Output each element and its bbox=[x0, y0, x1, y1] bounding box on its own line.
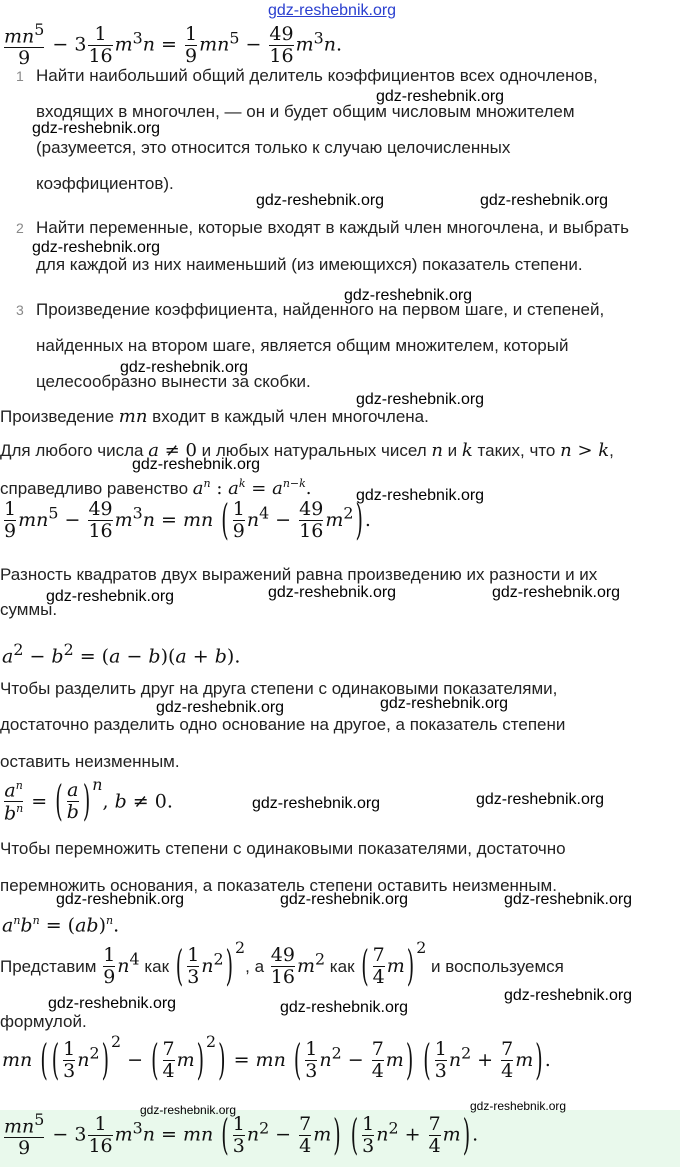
watermark: gdz-reshebnik.org bbox=[252, 795, 381, 812]
paragraph-divide: Чтобы разделить друг на друга степени с одинаковыми показателями, bbox=[0, 679, 558, 698]
step-text: (разумеется, это относится только к случаю целочисленных bbox=[36, 138, 511, 157]
paragraph-represent-2: формулой. bbox=[0, 1012, 87, 1031]
paragraph-multiply-2: перемножить основания, а показатель степени оставить неизменным. bbox=[0, 876, 557, 895]
watermark: gdz-reshebnik.org bbox=[140, 1103, 237, 1117]
paragraph-diff-squares: Разность квадратов двух выражений равна произведению их разности и их bbox=[0, 565, 598, 584]
formula-multiply: $a^nb^n = (ab)^n$. bbox=[2, 914, 120, 937]
step-text: найденных на втором шаге, является общим множителем, который bbox=[36, 336, 569, 355]
watermark: gdz-reshebnik.org bbox=[504, 987, 633, 1004]
formula-factor-mn: $\frac{1}{9}$ $mn^5$ − $\frac{49}{16}$ $m^3n$ = mn ( $\frac{1}{9}$ $n^4$ − $\frac{49}{16}$ $m^2$ ) . bbox=[4, 496, 371, 546]
watermark: gdz-reshebnik.org bbox=[376, 88, 505, 105]
watermark: gdz-reshebnik.org bbox=[268, 584, 397, 601]
watermark: gdz-reshebnik.org bbox=[470, 1099, 567, 1113]
paragraph-diff-squares-2: суммы. bbox=[0, 600, 58, 619]
watermark: gdz-reshebnik.org bbox=[380, 695, 509, 712]
paragraph-multiply: Чтобы перемножить степени с одинаковыми показателями, достаточно bbox=[0, 839, 566, 858]
watermark: gdz-reshebnik.org bbox=[256, 192, 385, 209]
step-number: 1 bbox=[16, 68, 24, 84]
watermark: gdz-reshebnik.org bbox=[132, 456, 261, 473]
watermark: gdz-reshebnik.org bbox=[356, 391, 485, 408]
watermark: gdz-reshebnik.org bbox=[280, 999, 409, 1016]
watermark: gdz-reshebnik.org bbox=[32, 120, 161, 137]
watermark: gdz-reshebnik.org bbox=[280, 891, 409, 908]
paragraph-divide-2: достаточно разделить одно основание на другое, а показатель степени bbox=[0, 715, 566, 734]
step-text: Найти наибольший общий делитель коэффициентов всех одночленов, bbox=[36, 66, 598, 85]
watermark: gdz-reshebnik.org bbox=[156, 699, 285, 716]
paragraph-represent: Представим $\frac{1}{9}$ $n^4$ как ( $\frac{1}{3}$ $n^2$ ) $^2$, а $\frac{49}{16}$ $m^2$ как ( $\frac{7}{4}$ m ) $^2$ и воспользуемся bbox=[0, 937, 564, 992]
step-number: 2 bbox=[16, 220, 24, 236]
watermark: gdz-reshebnik.org bbox=[492, 584, 621, 601]
formula-answer: $\frac{mn^5}{9}$ − 3 $\frac{1}{16}$ $m^3n$ = mn ( $\frac{1}{3}$ $n^2$ − $\frac{7}{4}$ m ) ( $\frac{1}{3}$ $n^2$ + $\frac{7}{4}$ m ) . bbox=[4, 1110, 479, 1160]
step-text: целесообразно вынести за скобки. bbox=[36, 372, 311, 391]
paragraph-divide-3: оставить неизменным. bbox=[0, 752, 180, 771]
watermark: gdz-reshebnik.org bbox=[356, 487, 485, 504]
top-formula: $\frac{mn^5}{9}$ − 3 $\frac{1}{16}$ $m^3n$ = $\frac{1}{9}$ $mn^5$ − $\frac{49}{16}$ $m^3n$. bbox=[4, 20, 343, 70]
paragraph-mn: Произведение mn входит в каждый член многочлена. bbox=[0, 406, 429, 427]
paragraph-equality: справедливо равенство $a^n$ : $a^k = a^{n-k}$. bbox=[0, 477, 312, 499]
watermark-link[interactable]: gdz-reshebnik.org bbox=[268, 2, 397, 19]
step-text: Найти переменные, которые входят в каждый член многочлена, и выбрать bbox=[36, 218, 629, 237]
watermark: gdz-reshebnik.org bbox=[480, 192, 609, 209]
step-number: 3 bbox=[16, 302, 24, 318]
formula-factorization: mn ( ( $\frac{1}{3}$ $n^2$ ) $^2$ − ( $\frac{7}{4}$ m ) $^2$ ) = mn ( $\frac{1}{3}$ $n^2$ − $\frac{7}{4}$ m ) ( $\frac{1}{3}$ $n^2$ + $\frac{7}{4}$ m ) . bbox=[2, 1031, 551, 1086]
watermark: gdz-reshebnik.org bbox=[120, 359, 249, 376]
watermark: gdz-reshebnik.org bbox=[344, 287, 473, 304]
watermark: gdz-reshebnik.org bbox=[48, 995, 177, 1012]
formula-diff-squares: $a^2 - b^2 = (a - b)(a + b)$. bbox=[2, 640, 241, 668]
step-text: коэффициентов). bbox=[36, 174, 174, 193]
watermark: gdz-reshebnik.org bbox=[46, 588, 175, 605]
watermark: gdz-reshebnik.org bbox=[56, 891, 185, 908]
watermark: gdz-reshebnik.org bbox=[476, 791, 605, 808]
step-text: входящих в многочлен, — он и будет общим числовым множителем bbox=[36, 102, 575, 121]
watermark: gdz-reshebnik.org bbox=[32, 239, 161, 256]
step-text: Произведение коэффициента, найденного на первом шаге, и степеней, bbox=[36, 300, 605, 319]
step-text: для каждой из них наименьший (из имеющихся) показатель степени. bbox=[36, 255, 583, 274]
formula-divide: $\frac{a^n}{b^n}$ = ( $\frac{a}{b}$ ) $^n$, b ≠ 0. bbox=[4, 774, 173, 827]
paragraph-any-number: Для любого числа a ≠ 0 и любых натуральных чисел n и k таких, что n > k, bbox=[0, 440, 614, 461]
watermark: gdz-reshebnik.org bbox=[504, 891, 633, 908]
